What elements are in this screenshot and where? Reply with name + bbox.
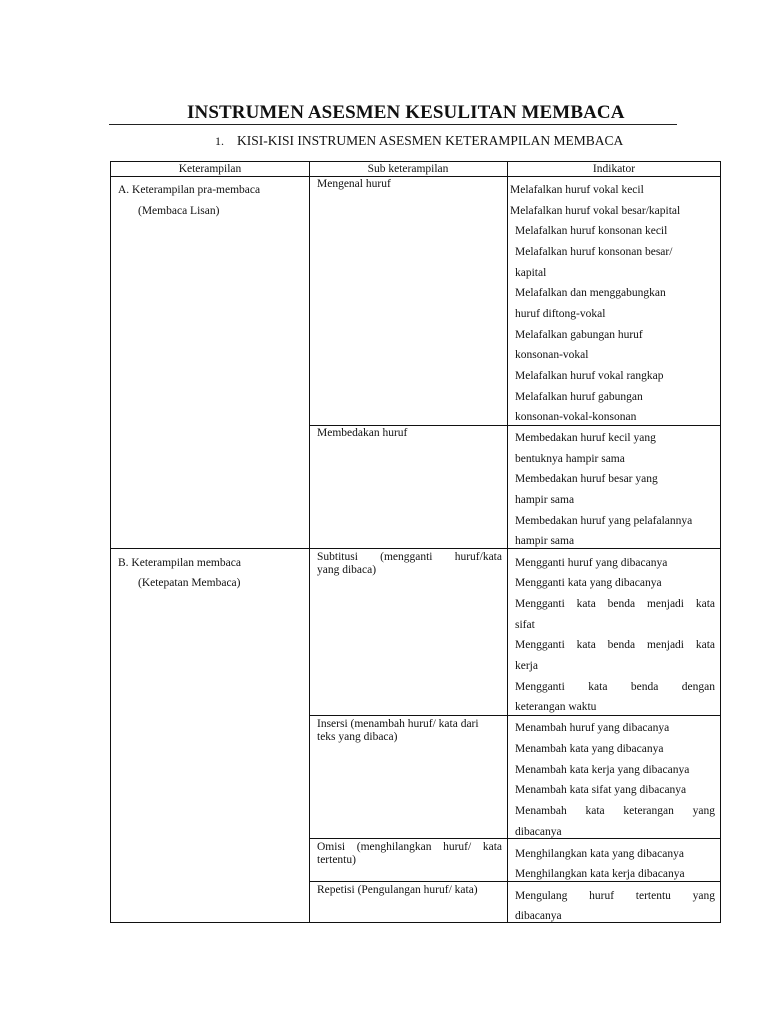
- subskill-omisi-cont: tertentu): [317, 854, 356, 866]
- subskill-subtitusi: Subtitusi (mengganti huruf/kata: [317, 551, 502, 563]
- indicator: Membedakan huruf yang pelafalannya: [515, 515, 693, 527]
- indicator: Mengganti kata yang dibacanya: [515, 577, 662, 589]
- indicator: konsonan-vokal-konsonan: [515, 411, 637, 423]
- section-divider: [111, 548, 720, 549]
- indicator: Mengganti kata benda menjadi kata: [515, 598, 715, 610]
- indicator: dibacanya: [515, 826, 562, 838]
- indicator: hampir sama: [515, 494, 575, 506]
- indicator: Membedakan huruf kecil yang: [515, 432, 656, 444]
- indicator: bentuknya hampir sama: [515, 453, 625, 465]
- subskill-membedakan-huruf: Membedakan huruf: [317, 427, 408, 439]
- document-title: INSTRUMEN ASESMEN KESULITAN MEMBACA: [187, 102, 625, 123]
- subskill-mengenal-huruf: Mengenal huruf: [317, 178, 391, 190]
- indicator: konsonan-vokal: [515, 349, 589, 361]
- header-keterampilan: Keterampilan: [178, 163, 242, 175]
- subskill-omisi: Omisi (menghilangkan huruf/ kata: [317, 841, 502, 853]
- indicator: hampir sama: [515, 535, 575, 547]
- indicator: Mengganti huruf yang dibacanya: [515, 557, 668, 569]
- indicator: sifat: [515, 619, 535, 631]
- indicator: kapital: [515, 267, 547, 279]
- indicator: Menghilangkan kata yang dibacanya: [515, 848, 684, 860]
- indicator: Melafalkan dan menggabungkan: [515, 287, 666, 299]
- subskill-insersi: Insersi (menambah huruf/ kata dari: [317, 718, 479, 730]
- indicator: Mengganti kata benda dengan: [515, 681, 715, 693]
- indicator: Mengulang huruf tertentu yang: [515, 890, 715, 902]
- section-heading: [215, 133, 623, 149]
- header-sub-keterampilan: Sub keterampilan: [367, 163, 449, 175]
- section-number: 1.: [215, 134, 224, 148]
- header-indikator: Indikator: [592, 163, 636, 175]
- subskill-insersi-cont: teks yang dibaca): [317, 731, 398, 743]
- indicator: Menambah kata yang dibacanya: [515, 743, 664, 755]
- indicator: Melafalkan huruf konsonan besar/: [515, 246, 673, 258]
- column-divider: [309, 162, 310, 922]
- indicator: keterangan waktu: [515, 701, 597, 713]
- indicator: Melafalkan gabungan huruf: [515, 329, 643, 341]
- indicator: Melafalkan huruf konsonan kecil: [515, 225, 668, 237]
- indicator: Menghilangkan kata kerja dibacanya: [515, 868, 685, 880]
- skill-b-label: B. Keterampilan membaca: [118, 557, 241, 569]
- indicator: Mengganti kata benda menjadi kata: [515, 639, 715, 651]
- indicator: Menambah kata kerja yang dibacanya: [515, 764, 690, 776]
- skill-a-label: A. Keterampilan pra-membaca: [118, 184, 261, 196]
- column-divider: [507, 162, 508, 922]
- indicator: Membedakan huruf besar yang: [515, 473, 658, 485]
- skills-table: [110, 161, 721, 923]
- indicator: Melafalkan huruf vokal rangkap: [515, 370, 664, 382]
- subskill-subtitusi-cont: yang dibaca): [317, 564, 377, 576]
- indicator: dibacanya: [515, 910, 562, 922]
- indicator: Menambah huruf yang dibacanya: [515, 722, 670, 734]
- section-heading-text: KISI-KISI INSTRUMEN ASESMEN KETERAMPILAN MEMBACA: [237, 133, 624, 148]
- indicator: huruf diftong-vokal: [515, 308, 606, 320]
- title-underline: [109, 124, 677, 125]
- indicator: kerja: [515, 660, 538, 672]
- indicator: Melafalkan huruf vokal kecil: [510, 184, 644, 196]
- subskill-repetisi: Repetisi (Pengulangan huruf/ kata): [317, 884, 478, 896]
- skill-b-note: (Ketepatan Membaca): [138, 577, 241, 589]
- indicator: Melafalkan huruf gabungan: [515, 391, 643, 403]
- indicator: Menambah kata keterangan yang: [515, 805, 715, 817]
- indicator: Melafalkan huruf vokal besar/kapital: [510, 205, 681, 217]
- skill-a-note: (Membaca Lisan): [138, 205, 220, 217]
- indicator: Menambah kata sifat yang dibacanya: [515, 784, 687, 796]
